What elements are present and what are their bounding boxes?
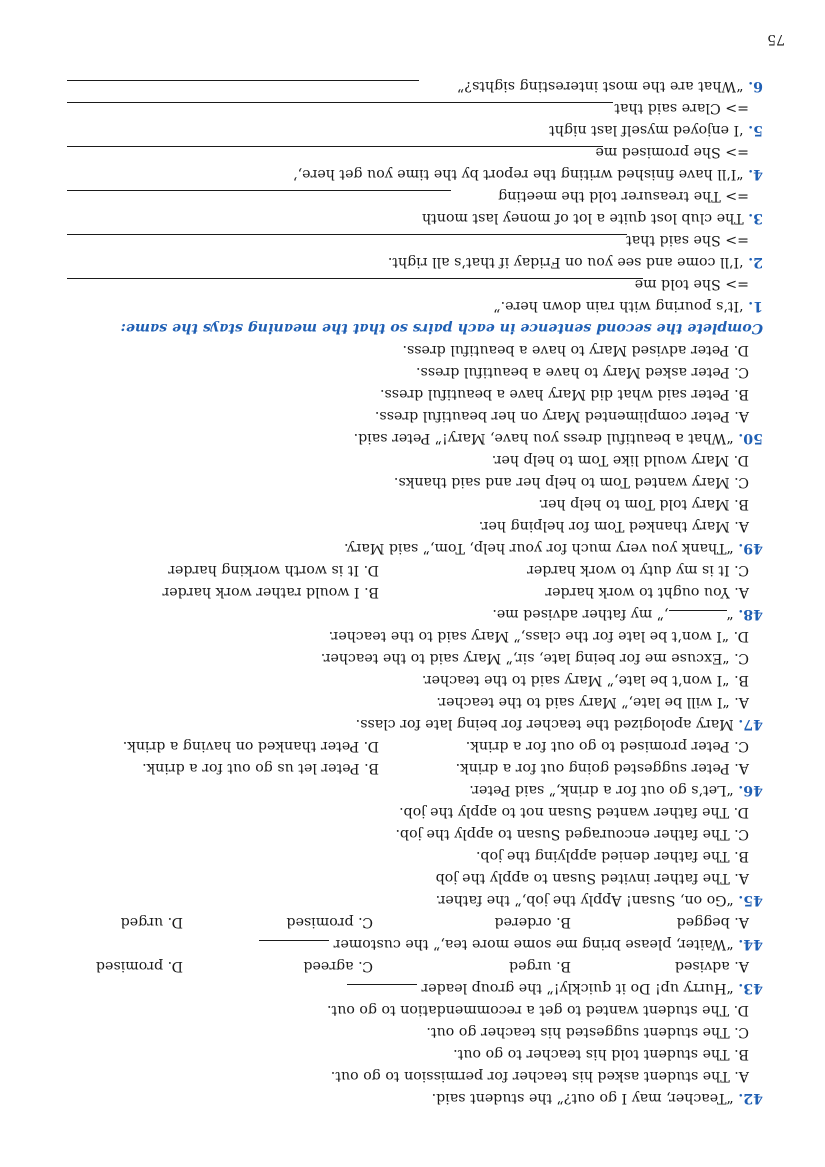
answer-blank	[67, 80, 419, 81]
answer-blank	[669, 610, 727, 625]
option-a: A. You ought to work harder	[545, 584, 749, 600]
options-46-cd	[63, 735, 763, 757]
answer-prompt: => The treasurer told the meeting	[498, 188, 749, 204]
item-text: The club lost quite a lot of money last month	[421, 210, 744, 226]
option-d: D. Peter thanked on having a drink.	[122, 738, 379, 754]
answer-blank	[67, 190, 451, 191]
item-text: ‘I’ll come and see you on Friday if that’s all right.	[387, 254, 744, 270]
item-number: 2.	[748, 254, 763, 270]
question-text: “Go on, Susan! Apply the job,” the father.	[435, 892, 734, 908]
question-number: 42.	[738, 1090, 763, 1106]
option-b: B. I would rather work harder	[162, 584, 379, 600]
question-number: 48.	[738, 606, 763, 622]
option-d: D. “I won’t be late for the class,” Mary said to the teacher.	[328, 628, 749, 644]
question-text: “Teacher, may I go out?” the student said.	[431, 1090, 734, 1106]
question-text-start: “	[726, 606, 734, 622]
option-d: D. The father wanted Susan not to apply the job.	[399, 804, 749, 820]
option-a: A. advised	[674, 958, 749, 974]
option-c: C. promised	[286, 914, 373, 930]
option-d: D. Peter advised Mary to have a beautiful dress.	[402, 342, 749, 358]
question-number: 49.	[738, 540, 763, 556]
answer-line-2	[63, 229, 763, 251]
option-a: A. “I will be late,” Mary said to the teacher.	[436, 694, 749, 710]
question-49	[63, 537, 763, 559]
option-c: C. “Excuse me for being late, sir,” Mary said to the teacher.	[320, 650, 749, 666]
question-text: Mary apologized the teacher for being late for class.	[355, 716, 734, 732]
answer-prompt: => She promised me	[595, 144, 749, 160]
transform-6	[63, 75, 763, 97]
options-48-ab	[63, 581, 763, 603]
question-47	[63, 713, 763, 735]
answer-prompt: => She said that	[626, 232, 749, 248]
option-b: B. Peter let us go out for a drink.	[142, 760, 379, 776]
item-number: 6.	[748, 78, 763, 94]
question-number: 45.	[738, 892, 763, 908]
transform-3	[63, 207, 763, 229]
transform-5	[63, 119, 763, 141]
option-a: A. Mary thanked Tom for helping her.	[478, 518, 749, 534]
question-45	[63, 889, 763, 911]
question-48	[63, 603, 763, 625]
question-42	[63, 1087, 763, 1109]
exercise-content	[63, 75, 763, 1109]
options-48-cd	[63, 559, 763, 581]
question-text-end: ,” my father advised me.	[492, 606, 669, 622]
answer-blank	[67, 278, 643, 279]
answer-blank	[67, 102, 613, 103]
answer-blank	[259, 940, 329, 955]
item-number: 3.	[748, 210, 763, 226]
section-title: Complete the second sentence in each pairs so that the meaning stays the same:	[120, 320, 763, 336]
question-50	[63, 427, 763, 449]
item-text: “What are the most interesting sights?”	[457, 78, 744, 94]
option-c: C. The father encouraged Susan to apply the job.	[395, 826, 749, 842]
option-d: D. promised	[95, 958, 183, 974]
answer-prompt: => She told me	[634, 276, 749, 292]
option-c: C. agreed	[303, 958, 373, 974]
option-b: B. The father denied applying the job.	[475, 848, 749, 864]
question-text: “Hurry up! Do it quickly!” the group leader	[421, 980, 734, 996]
item-number: 1.	[748, 298, 763, 314]
item-number: 4.	[748, 166, 763, 182]
question-46	[63, 779, 763, 801]
option-c: C. Peter asked Mary to have a beautiful dress.	[416, 364, 749, 380]
question-text: “Waiter, please bring me some more tea,” the customer	[333, 936, 734, 952]
option-c: C. The student suggested his teacher go out.	[426, 1024, 749, 1040]
question-number: 43.	[738, 980, 763, 996]
option-b: B. “I won’t be late,” Mary said to the teacher.	[421, 672, 749, 688]
option-b: B. Peter said what did Mary have a beautiful dress.	[379, 386, 749, 402]
option-a: A. The student asked his teacher for permission to go out.	[330, 1068, 749, 1084]
options-44	[63, 911, 763, 933]
options-43	[63, 955, 763, 977]
item-text: ‘It’s pouring with rain down here.”	[493, 298, 744, 314]
option-a: A. Peter complimented Mary on her beautiful dress.	[374, 408, 749, 424]
option-a: A. begged	[676, 914, 749, 930]
question-43	[63, 977, 763, 999]
option-c: C. Mary wanted Tom to help her and said thanks.	[393, 474, 749, 490]
transform-4	[63, 163, 763, 185]
question-text: “What a beautiful dress you have, Mary!” Peter said.	[353, 430, 734, 446]
answer-line-3	[63, 185, 763, 207]
item-text: “I’ll have finished writing the report by the time you get here,’	[293, 166, 744, 182]
answer-line-1	[63, 273, 763, 295]
transform-2	[63, 251, 763, 273]
item-number: 5.	[748, 122, 763, 138]
options-46-ab	[63, 757, 763, 779]
option-d: D. urged	[120, 914, 183, 930]
answer-line-5	[63, 97, 763, 119]
option-b: B. ordered	[494, 914, 571, 930]
question-number: 50.	[738, 430, 763, 446]
page-number: 75	[767, 31, 785, 47]
answer-line-4	[63, 141, 763, 163]
item-text: ‘I enjoyed myself last night	[549, 122, 744, 138]
answer-blank	[67, 146, 603, 147]
option-b: B. The student told his teacher to go out.	[453, 1046, 749, 1062]
option-a: A. The father invited Susan to apply the job	[435, 870, 749, 886]
question-number: 46.	[738, 782, 763, 798]
option-b: B. urged	[509, 958, 571, 974]
answer-blank	[67, 234, 627, 235]
question-44	[63, 933, 763, 955]
question-number: 47.	[738, 716, 763, 732]
option-a: A. Peter suggested going out for a drink.	[455, 760, 749, 776]
option-c: C. Peter promised to go out for a drink.	[465, 738, 749, 754]
answer-prompt: => Clare said that	[614, 100, 749, 116]
option-d: D. Mary would like Tom to help her.	[491, 452, 749, 468]
option-c: C. It is my duty to work harder	[527, 562, 749, 578]
question-text: “Thank you very much for your help, Tom,” said Mary.	[343, 540, 734, 556]
question-number: 44.	[738, 936, 763, 952]
question-text: “Let’s go out for a drink,” said Peter.	[469, 782, 734, 798]
option-b: B. Mary told Tom to help her.	[538, 496, 749, 512]
answer-blank	[347, 984, 417, 999]
option-d: D. It is worth working harder	[168, 562, 379, 578]
transform-1	[63, 295, 763, 317]
option-d: D. The student wanted to get a recommendation to go out.	[326, 1002, 749, 1018]
